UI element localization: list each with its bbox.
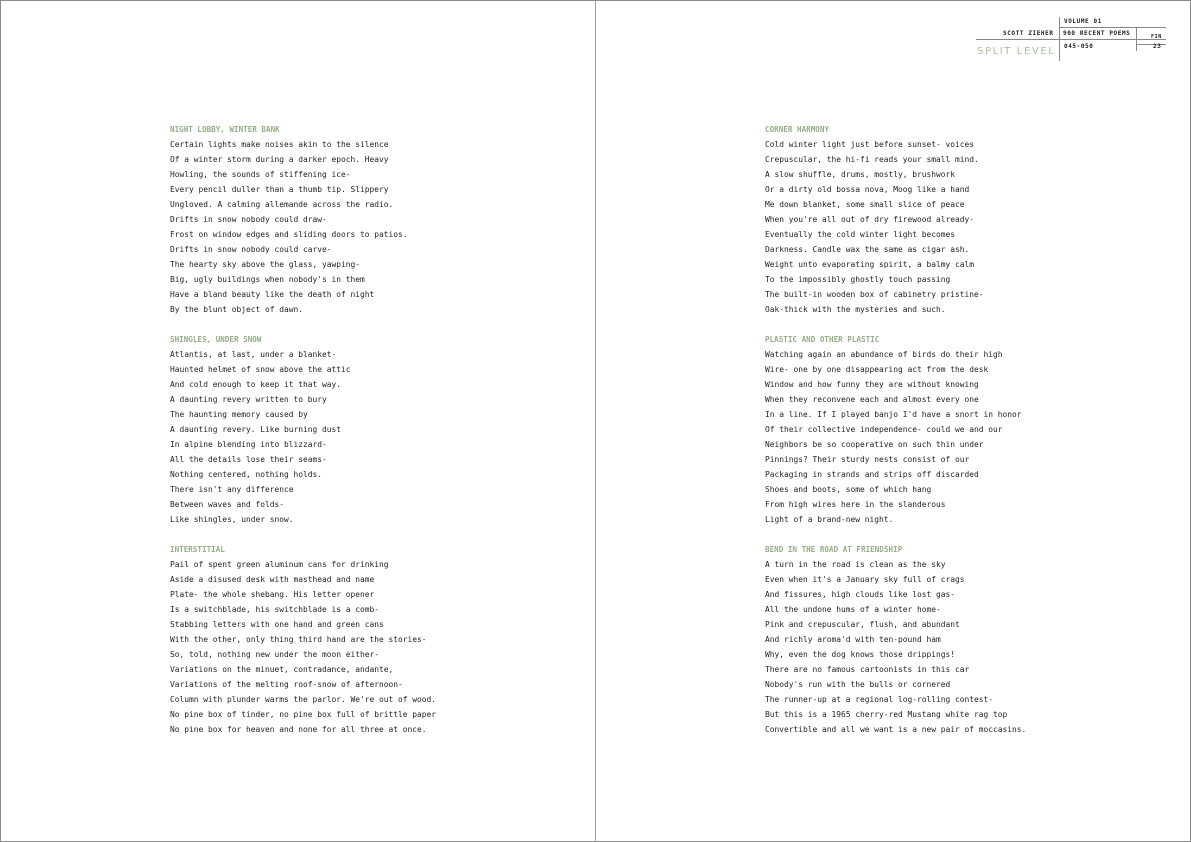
poem-title: BEND IN THE ROAD AT FRIENDSHIP bbox=[765, 545, 903, 554]
poem-line: Pink and crepuscular, flush, and abundant bbox=[765, 620, 960, 629]
poem-line: Between waves and folds- bbox=[170, 500, 285, 509]
poem-line: The runner-up at a regional log-rolling contest- bbox=[765, 695, 994, 704]
poem-line: Cold winter light just before sunset- voices bbox=[765, 140, 975, 149]
poem-line: And richly aroma'd with ten-pound ham bbox=[765, 635, 941, 644]
poem-line: Weight unto evaporating spirit, a balmy calm bbox=[765, 260, 975, 269]
poem bbox=[170, 122, 500, 317]
poem-line: Is a switchblade, his switchblade is a comb- bbox=[170, 605, 380, 614]
poem-line: Eventually the cold winter light becomes bbox=[765, 230, 956, 239]
poem-line: Stabbing letters with one hand and green cans bbox=[170, 620, 384, 629]
poem-line: Window and how funny they are without knowing bbox=[765, 380, 979, 389]
poem-line: Ungloved. A calming allemande across the radio. bbox=[170, 200, 394, 209]
header-rule bbox=[1136, 44, 1166, 45]
poem-line: Every pencil duller than a thumb tip. Slippery bbox=[170, 185, 389, 194]
header-rule bbox=[1059, 27, 1166, 28]
poem-line: Column with plunder warms the parlor. We're out of wood. bbox=[170, 695, 437, 704]
poem-line: Nobody's run with the bulls or cornered bbox=[765, 680, 951, 689]
poem-line: Drifts in snow nobody could draw- bbox=[170, 215, 327, 224]
poem-line: When you're all out of dry firewood already- bbox=[765, 215, 975, 224]
poem-title: PLASTIC AND OTHER PLASTIC bbox=[765, 335, 880, 344]
poem-line: Neighbors be so cooperative on such thin under bbox=[765, 440, 984, 449]
book-title: SPLIT LEVEL bbox=[977, 46, 1056, 57]
poem bbox=[170, 332, 500, 527]
poem-line: Pinnings? Their sturdy nests consist of our bbox=[765, 455, 970, 464]
header-poem-range: 045-050 bbox=[1064, 43, 1094, 50]
poem-line: Packaging in strands and strips off discarded bbox=[765, 470, 979, 479]
poem-line: Watching again an abundance of birds do their high bbox=[765, 350, 1003, 359]
poem-line: A turn in the road is clean as the sky bbox=[765, 560, 946, 569]
poem-title: CORNER HARMONY bbox=[765, 125, 830, 134]
poem-title: NIGHT LOBBY, WINTER BANK bbox=[170, 125, 280, 134]
header-rule bbox=[976, 39, 1166, 40]
poem-line: Oak-thick with the mysteries and such. bbox=[765, 305, 946, 314]
poem-line: The hearty sky above the glass, yawping- bbox=[170, 260, 361, 269]
poem-line: A daunting revery written to bury bbox=[170, 395, 327, 404]
poem-line: The haunting memory caused by bbox=[170, 410, 308, 419]
poem-line: Of their collective independence- could we and our bbox=[765, 425, 1003, 434]
header-label: FIN bbox=[1151, 34, 1162, 40]
poem-line: And fissures, high clouds like lost gas- bbox=[765, 590, 956, 599]
poem-line: Why, even the dog knows those drippings! bbox=[765, 650, 956, 659]
poem-line: Howling, the sounds of stiffening ice- bbox=[170, 170, 351, 179]
poem-line: Aside a disused desk with masthead and name bbox=[170, 575, 375, 584]
poem-line: To the impossibly ghostly touch passing bbox=[765, 275, 951, 284]
poem-line: Wire- one by one disappearing act from the desk bbox=[765, 365, 989, 374]
poem-line: Pail of spent green aluminum cans for drinking bbox=[170, 560, 389, 569]
poem-line: All the details lose their seams- bbox=[170, 455, 327, 464]
poem bbox=[765, 332, 1095, 527]
poem bbox=[765, 122, 1095, 317]
poem-line: Darkness. Candle wax the same as cigar ash. bbox=[765, 245, 970, 254]
poem-line: Even when it's a January sky full of crags bbox=[765, 575, 965, 584]
poem-line: Big, ugly buildings when nobody's in them bbox=[170, 275, 365, 284]
poem-line: A slow shuffle, drums, mostly, brushwork bbox=[765, 170, 956, 179]
poem-line: Or a dirty old bossa nova, Moog like a hand bbox=[765, 185, 970, 194]
poem-line: A daunting revery. Like burning dust bbox=[170, 425, 342, 434]
poem-line: The built-in wooden box of cabinetry pristine- bbox=[765, 290, 984, 299]
poem-line: So, told, nothing new under the moon either- bbox=[170, 650, 380, 659]
poem bbox=[765, 542, 1095, 737]
poem-line: Nothing centered, nothing holds. bbox=[170, 470, 323, 479]
poem-line: Have a bland beauty like the death of night bbox=[170, 290, 375, 299]
poem-line: All the undone hums of a winter home- bbox=[765, 605, 941, 614]
poem-line: No pine box for heaven and none for all three at once. bbox=[170, 725, 427, 734]
left-page-column bbox=[170, 122, 500, 752]
poem-line: Certain lights make noises akin to the silence bbox=[170, 140, 389, 149]
right-page-column bbox=[765, 122, 1095, 752]
header-collection: 900 RECENT POEMS bbox=[1063, 30, 1131, 37]
poem-line: And cold enough to keep it that way. bbox=[170, 380, 342, 389]
poem-line: Haunted helmet of snow above the attic bbox=[170, 365, 351, 374]
header-author: SCOTT ZIEHER bbox=[1003, 30, 1054, 37]
poem-line: Like shingles, under snow. bbox=[170, 515, 294, 524]
poem-line: But this is a 1965 cherry-red Mustang white rag top bbox=[765, 710, 1008, 719]
poem-title: SHINGLES, UNDER SNOW bbox=[170, 335, 262, 344]
poem bbox=[170, 542, 500, 737]
poem-line: Atlantis, at last, under a blanket- bbox=[170, 350, 337, 359]
poem-line: Frost on window edges and sliding doors to patios. bbox=[170, 230, 408, 239]
poem-line: Drifts in snow nobody could carve- bbox=[170, 245, 332, 254]
poem-line: Shoes and boots, some of which hang bbox=[765, 485, 932, 494]
poem-line: When they reconvene each and almost every one bbox=[765, 395, 979, 404]
poem-line: Variations on the minuet, contradance, andante, bbox=[170, 665, 394, 674]
poem-line: Light of a brand-new night. bbox=[765, 515, 894, 524]
poem-line: Of a winter storm during a darker epoch. Heavy bbox=[170, 155, 389, 164]
header-volume: VOLUME 01 bbox=[1064, 18, 1102, 25]
poem-line: Me down blanket, some small slice of peace bbox=[765, 200, 965, 209]
poem-line: In a line. If I played banjo I'd have a snort in honor bbox=[765, 410, 1022, 419]
poem-line: With the other, only thing third hand are the stories- bbox=[170, 635, 427, 644]
poem-line: There isn't any difference bbox=[170, 485, 294, 494]
poem-line: From high wires here in the slanderous bbox=[765, 500, 946, 509]
page-gutter bbox=[595, 0, 596, 842]
poem-title: INTERSTITIAL bbox=[170, 545, 225, 554]
poem-line: Convertible and all we want is a new pair of moccasins. bbox=[765, 725, 1027, 734]
poem-line: Crepuscular, the hi-fi reads your small mind. bbox=[765, 155, 979, 164]
poem-line: By the blunt object of dawn. bbox=[170, 305, 304, 314]
poem-line: Plate- the whole shebang. His letter opener bbox=[170, 590, 375, 599]
page-number: 23 bbox=[1153, 43, 1162, 50]
poem-line: In alpine blending into blizzard- bbox=[170, 440, 327, 449]
poem-line: Variations of the melting roof-snow of afternoon- bbox=[170, 680, 403, 689]
poem-line: No pine box of tinder, no pine box full of brittle paper bbox=[170, 710, 437, 719]
poem-line: There are no famous cartoonists in this car bbox=[765, 665, 970, 674]
running-header bbox=[976, 17, 1166, 63]
